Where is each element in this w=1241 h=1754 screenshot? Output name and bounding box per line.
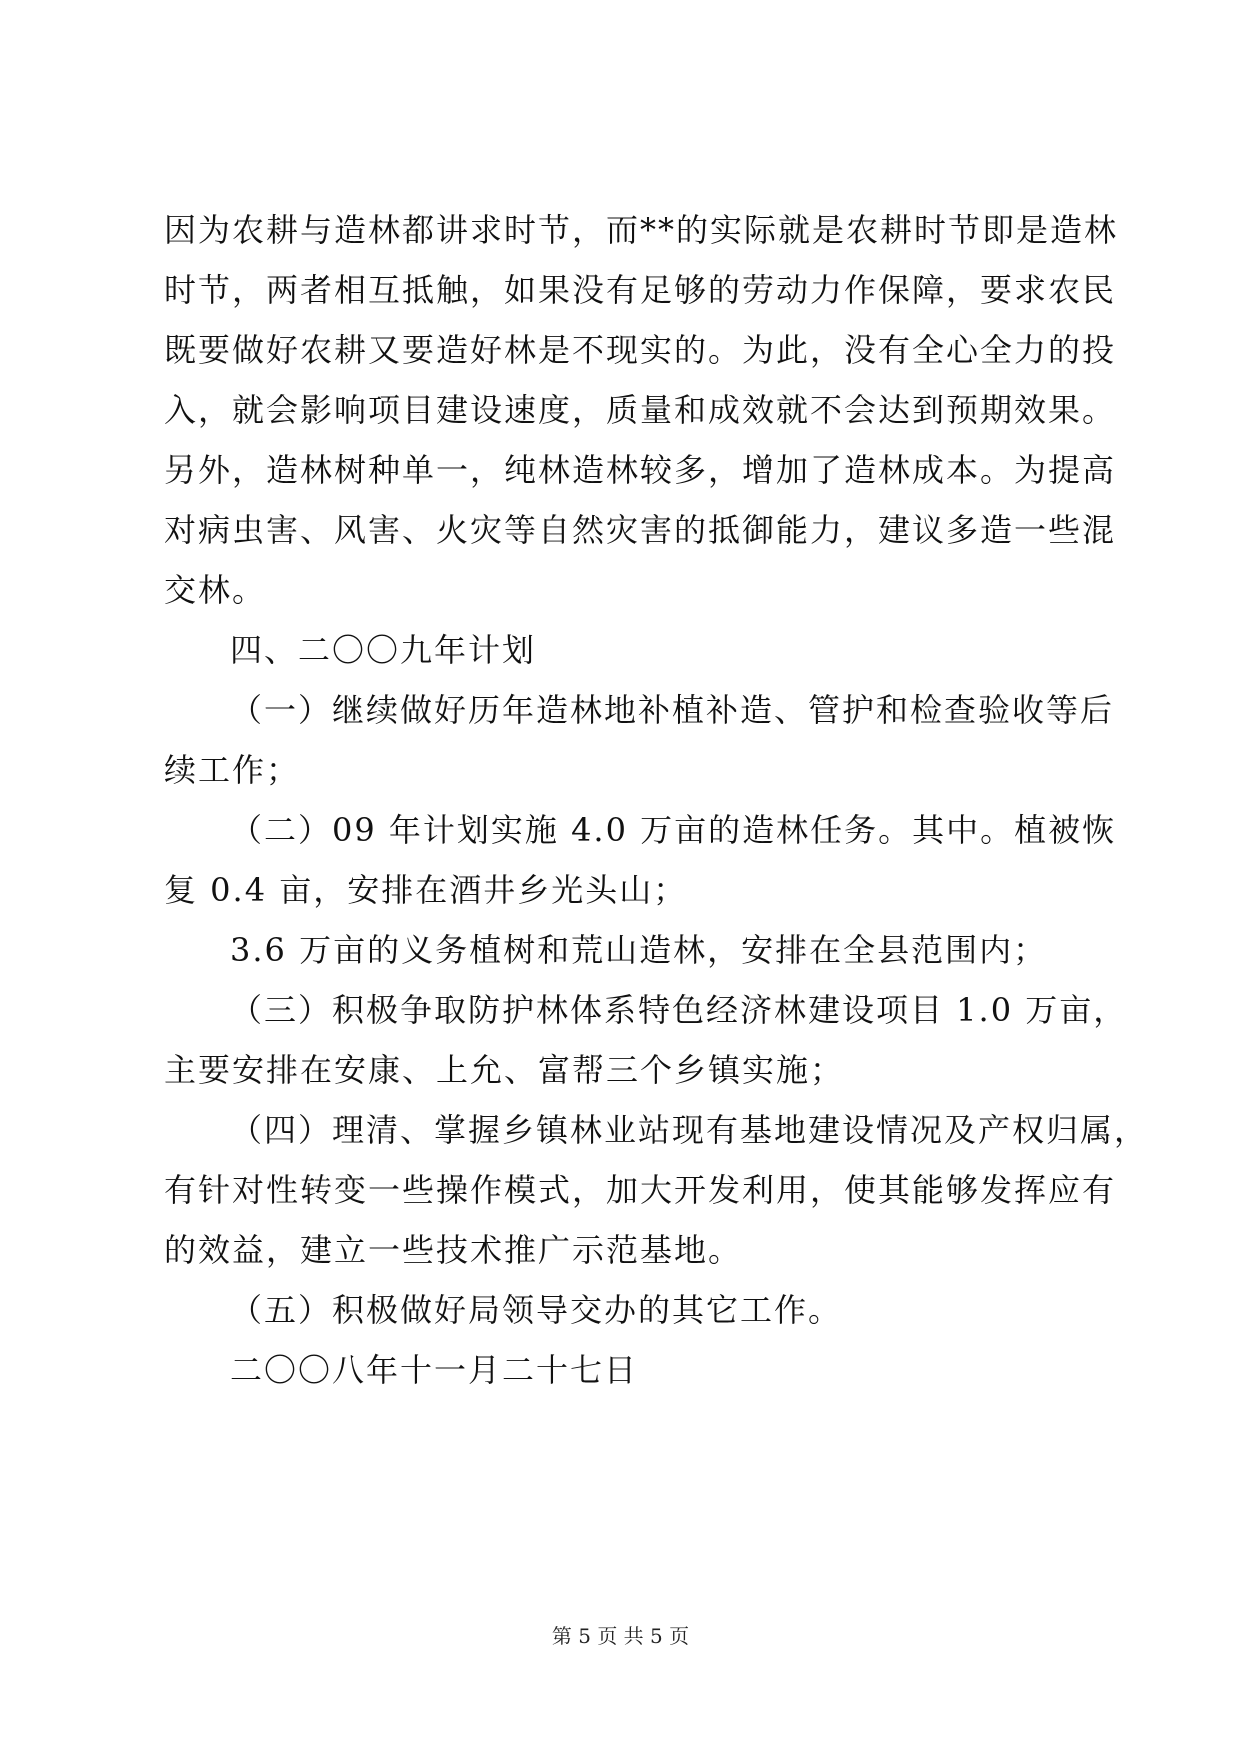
paragraph-line: 时节，两者相互抵触，如果没有足够的劳动力作保障，要求农民 xyxy=(164,271,1117,309)
paragraph-line: 入，就会影响项目建设速度，质量和成效就不会达到预期效果。 xyxy=(164,391,1117,429)
paragraph-line: 交林。 xyxy=(164,571,267,609)
list-item-line: 的效益，建立一些技术推广示范基地。 xyxy=(164,1231,743,1269)
page-number: 第 5 页 共 5 页 xyxy=(551,1624,690,1648)
list-item-line: （一）继续做好历年造林地补植补造、管护和检查验收等后 xyxy=(230,691,1115,729)
paragraph-line: 对病虫害、风害、火灾等自然灾害的抵御能力，建议多造一些混 xyxy=(164,511,1117,549)
list-item-line: 续工作； xyxy=(164,751,301,789)
list-item-line: （二）09 年计划实施 4.0 万亩的造林任务。其中。植被恢 xyxy=(230,811,1117,849)
list-item-line: （三）积极争取防护林体系特色经济林建设项目 1.0 万亩， xyxy=(230,991,1128,1029)
paragraph-line: 另外，造林树种单一，纯林造林较多，增加了造林成本。为提高 xyxy=(164,451,1117,489)
paragraph-line: 因为农耕与造林都讲求时节，而**的实际就是农耕时节即是造林 xyxy=(164,211,1119,249)
list-item-line: 复 0.4 亩，安排在酒井乡光头山； xyxy=(164,871,688,909)
document-date: 二〇〇八年十一月二十七日 xyxy=(230,1351,639,1389)
list-item-line: （五）积极做好局领导交办的其它工作。 xyxy=(230,1291,843,1329)
list-item-line: 主要安排在安康、上允、富帮三个乡镇实施； xyxy=(164,1051,845,1089)
list-item-line: 有针对性转变一些操作模式，加大开发利用，使其能够发挥应有 xyxy=(164,1171,1117,1209)
list-item-line: （四）理清、掌握乡镇林业站现有基地建设情况及产权归属， xyxy=(230,1111,1149,1149)
paragraph-line: 既要做好农耕又要造好林是不现实的。为此，没有全心全力的投 xyxy=(164,331,1117,369)
section-heading: 四、二〇〇九年计划 xyxy=(230,631,537,669)
document-body xyxy=(164,200,1149,1400)
list-item-line: 3.6 万亩的义务植树和荒山造林，安排在全县范围内； xyxy=(230,931,1048,969)
